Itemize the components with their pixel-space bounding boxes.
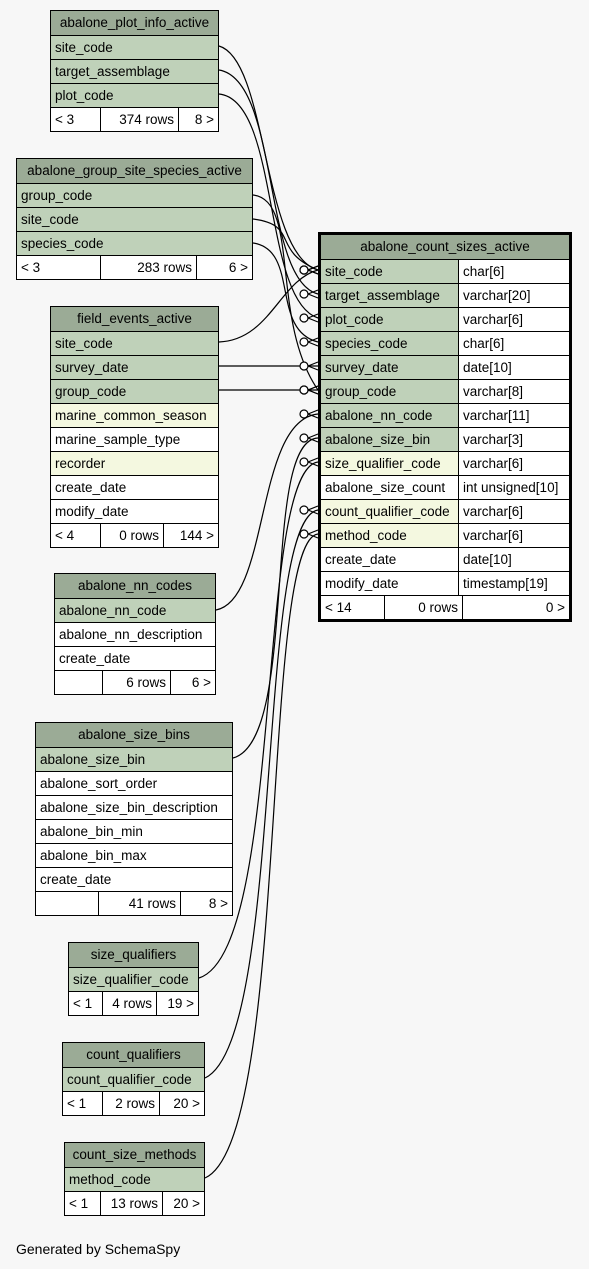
parent-count[interactable]: < 3 — [51, 108, 101, 131]
optional-marker — [300, 362, 308, 370]
table-title[interactable]: abalone_count_sizes_active — [321, 235, 569, 260]
column-recorder[interactable]: recorder — [51, 452, 218, 476]
table-abalone-count-sizes-active[interactable] — [318, 232, 572, 622]
parent-count[interactable]: < 4 — [51, 524, 101, 547]
column-count-qualifier-code[interactable]: count_qualifier_code — [63, 1068, 204, 1092]
column-abalone-size-count[interactable]: abalone_size_count int unsigned[10] — [321, 476, 569, 500]
row-count: 0 rows — [385, 596, 463, 619]
table-abalone-plot-info-active[interactable] — [50, 10, 219, 132]
column-count-qualifier-code[interactable]: count_qualifier_code varchar[6] — [321, 500, 569, 524]
row-count: 13 rows — [101, 1192, 163, 1215]
table-footer — [36, 892, 232, 915]
optional-marker — [300, 338, 308, 346]
column-species-code[interactable]: species_code — [17, 232, 252, 256]
column-site-code[interactable]: site_code — [51, 36, 218, 60]
optional-marker — [300, 434, 308, 442]
table-title[interactable]: size_qualifiers — [69, 943, 198, 968]
column-species-code[interactable]: species_code char[6] — [321, 332, 569, 356]
table-footer — [51, 108, 218, 131]
column-abalone-size-bin-description[interactable]: abalone_size_bin_description — [36, 796, 232, 820]
parent-count[interactable]: < 14 — [321, 596, 385, 619]
table-abalone-size-bins[interactable] — [35, 722, 233, 916]
column-abalone-bin-min[interactable]: abalone_bin_min — [36, 820, 232, 844]
table-abalone-nn-codes[interactable] — [54, 573, 216, 695]
child-count[interactable]: 144 > — [179, 528, 214, 543]
column-survey-date[interactable]: survey_date date[10] — [321, 356, 569, 380]
column-create-date[interactable]: create_date — [55, 647, 215, 671]
table-title[interactable]: abalone_size_bins — [36, 723, 232, 748]
table-abalone-group-site-species-active[interactable] — [16, 158, 253, 280]
column-marine-sample-type[interactable]: marine_sample_type — [51, 428, 218, 452]
optional-marker — [300, 314, 308, 322]
column-plot-code[interactable]: plot_code — [51, 84, 218, 108]
column-group-code[interactable]: group_code — [51, 380, 218, 404]
column-site-code[interactable]: site_code — [51, 332, 218, 356]
child-count[interactable]: 19 > — [167, 996, 194, 1011]
table-footer — [51, 524, 218, 547]
column-abalone-sort-order[interactable]: abalone_sort_order — [36, 772, 232, 796]
parent-count[interactable]: < 1 — [65, 1192, 101, 1215]
row-count: 0 rows — [101, 524, 164, 547]
row-count: 283 rows — [101, 256, 197, 279]
column-abalone-nn-code[interactable]: abalone_nn_code varchar[11] — [321, 404, 569, 428]
optional-marker — [300, 410, 308, 418]
optional-marker — [300, 386, 308, 394]
column-create-date[interactable]: create_date — [51, 476, 218, 500]
column-size-qualifier-code[interactable]: size_qualifier_code — [69, 968, 198, 992]
parent-count — [55, 671, 103, 694]
column-method-code[interactable]: method_code varchar[6] — [321, 524, 569, 548]
table-footer — [65, 1192, 204, 1215]
table-field-events-active[interactable] — [50, 306, 219, 548]
column-method-code[interactable]: method_code — [65, 1168, 204, 1192]
parent-count[interactable]: < 1 — [63, 1092, 103, 1115]
optional-marker — [300, 290, 308, 298]
table-title[interactable]: abalone_plot_info_active — [51, 11, 218, 36]
table-count-size-methods[interactable] — [64, 1142, 205, 1216]
table-footer — [63, 1092, 204, 1115]
relationship-line — [253, 219, 318, 270]
row-count: 41 rows — [99, 892, 181, 915]
child-count: 0 > — [545, 600, 565, 615]
child-count[interactable]: 6 > — [191, 675, 211, 690]
column-abalone-size-bin[interactable]: abalone_size_bin — [36, 748, 232, 772]
column-abalone-nn-code[interactable]: abalone_nn_code — [55, 599, 215, 623]
column-plot-code[interactable]: plot_code varchar[6] — [321, 308, 569, 332]
column-group-code[interactable]: group_code — [17, 184, 252, 208]
child-count[interactable]: 8 > — [194, 112, 214, 127]
row-count: 2 rows — [103, 1092, 160, 1115]
column-site-code[interactable]: site_code char[6] — [321, 260, 569, 284]
table-count-qualifiers[interactable] — [62, 1042, 205, 1116]
column-size-qualifier-code[interactable]: size_qualifier_code varchar[6] — [321, 452, 569, 476]
table-title[interactable]: abalone_nn_codes — [55, 574, 215, 599]
column-site-code[interactable]: site_code — [17, 208, 252, 232]
table-title[interactable]: count_qualifiers — [63, 1043, 204, 1068]
optional-marker — [300, 266, 308, 274]
column-survey-date[interactable]: survey_date — [51, 356, 218, 380]
generated-by-credit[interactable]: Generated by SchemaSpy — [16, 1241, 181, 1257]
row-count: 6 rows — [103, 671, 171, 694]
column-create-date[interactable]: create_date — [36, 868, 232, 892]
column-abalone-size-bin[interactable]: abalone_size_bin varchar[3] — [321, 428, 569, 452]
child-count[interactable]: 6 > — [228, 260, 248, 275]
table-footer — [321, 596, 569, 619]
table-size-qualifiers[interactable] — [68, 942, 199, 1016]
parent-count — [36, 892, 99, 915]
relationship-line — [233, 438, 318, 758]
relationship-line — [219, 270, 318, 342]
column-target-assemblage[interactable]: target_assemblage — [51, 60, 218, 84]
column-create-date[interactable]: create_date date[10] — [321, 548, 569, 572]
table-footer — [17, 256, 252, 279]
child-count[interactable]: 8 > — [208, 896, 228, 911]
table-title[interactable]: abalone_group_site_species_active — [17, 159, 252, 184]
column-group-code[interactable]: group_code varchar[8] — [321, 380, 569, 404]
optional-marker — [300, 458, 308, 466]
column-abalone-nn-description[interactable]: abalone_nn_description — [55, 623, 215, 647]
table-footer — [69, 992, 198, 1015]
table-title[interactable]: count_size_methods — [65, 1143, 204, 1168]
row-count: 374 rows — [101, 108, 179, 131]
optional-marker — [300, 506, 308, 514]
column-modify-date[interactable]: modify_date timestamp[19] — [321, 572, 569, 596]
table-title[interactable]: field_events_active — [51, 307, 218, 332]
child-count[interactable]: 20 > — [173, 1196, 200, 1211]
parent-count[interactable]: < 3 — [17, 256, 101, 279]
column-target-assemblage[interactable]: target_assemblage varchar[20] — [321, 284, 569, 308]
column-abalone-bin-max[interactable]: abalone_bin_max — [36, 844, 232, 868]
column-modify-date[interactable]: modify_date — [51, 500, 218, 524]
table-footer — [55, 671, 215, 694]
parent-count[interactable]: < 1 — [69, 992, 103, 1015]
column-marine-common-season[interactable]: marine_common_season — [51, 404, 218, 428]
optional-marker — [300, 530, 308, 538]
row-count: 4 rows — [103, 992, 157, 1015]
child-count[interactable]: 20 > — [173, 1096, 200, 1111]
